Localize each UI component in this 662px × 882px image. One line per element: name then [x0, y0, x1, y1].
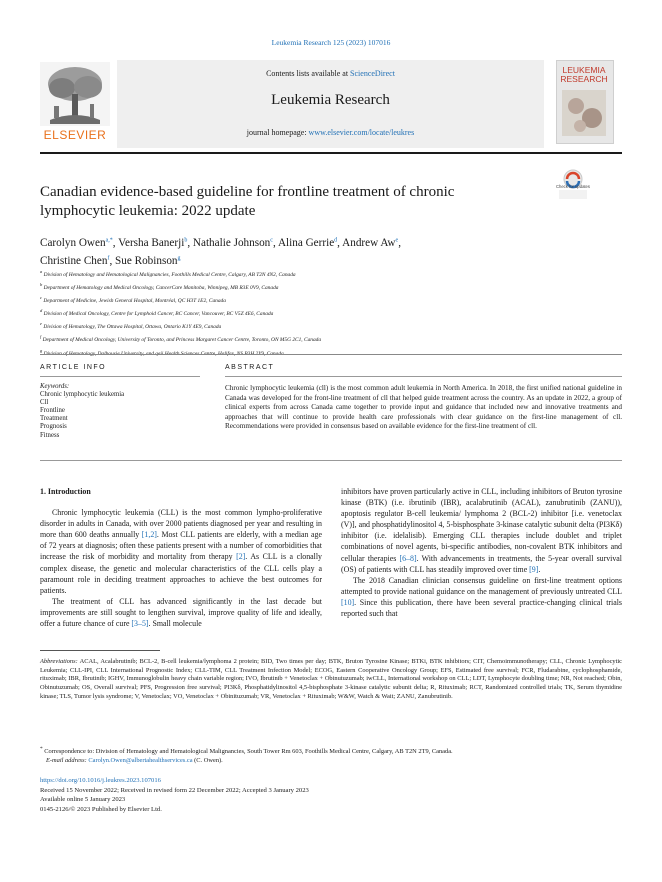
- abbreviations-footnote: [40, 658, 622, 702]
- contents-line: [117, 69, 544, 78]
- received-dates: Received 15 November 2022; Received in revised form 22 December 2022; Accepted 3 January 2023: [40, 786, 309, 794]
- sciencedirect-link[interactable]: ScienceDirect: [350, 69, 395, 78]
- keyword: Cll: [40, 399, 49, 407]
- title-line-1: Canadian evidence-based guideline for frontline treatment of chronic: [40, 184, 455, 200]
- affiliations: [40, 267, 630, 359]
- citation-link[interactable]: [1,2]: [141, 530, 157, 540]
- abstract-heading: ABSTRACT: [225, 364, 275, 371]
- affiliation: $^d$ Division of Medical Oncology, Centre for Lymphoid Cancer, BC Cancer, Vancouver, BC V5Z 4E6, Canada: [40, 308, 274, 318]
- doi-link[interactable]: https://doi.org/10.1016/j.leukres.2023.107016: [40, 777, 161, 784]
- keyword: Frontline: [40, 407, 65, 415]
- contents-prefix: Contents lists available at: [266, 69, 351, 78]
- body-right-column: [341, 486, 622, 619]
- front-matter-divider: [40, 354, 622, 355]
- body-left-column: [40, 486, 322, 629]
- available-online: Available online 5 January 2023: [40, 796, 126, 804]
- affiliation: $^c$ Department of Medicine, Jewish General Hospital, Montréal, QC H3T 1E2, Canada: [40, 295, 226, 304]
- homepage-link[interactable]: www.elsevier.com/locate/leukres: [308, 128, 415, 137]
- article-title: [40, 183, 540, 221]
- keyword: Prognosis: [40, 423, 67, 431]
- citation-link[interactable]: [10]: [341, 597, 355, 607]
- paragraph: inhibitors have proven particularly active in CLL, including inhibitors of Bruton tyrosine kinase (BTK) (i.e. ibrutinib (IBR), acalabrutinib (ACAL), zanubrutinib (ZANU)), apoptosis regulator B-cell leukemia/ lymphoma 2 (BCL-2) inhibitor [i.e. venetoclax (V)], and phosphatidylinositol 4, 5-bisphosphate 3-kinase catalytic subunit delta (PI3Kδ) inhibitor (i.e. idelalisib). Emerging CLL therapies include doublet and triplet combinations of novel agents, bi-specific antibodies, non-covalent BTK inhibitors and cellular therapies [6–8]. With advancements in treatments, the 5-year overall survival (OS) of patients with CLL has steadily improved over time [9].: [341, 487, 622, 574]
- citation-link[interactable]: [6–8]: [399, 553, 417, 563]
- keyword: Fitness: [40, 431, 60, 439]
- cover-title: LEUKEMIA RESEARCH: [560, 65, 608, 84]
- affiliation: $^a$ Division of Hematology and Hematological Malignancies, Foothills Medical Centre, Calgary, AB T2N 4N2, Canada: [40, 269, 296, 278]
- affiliation: $^e$ Division of Hematology, The Ottawa Hospital, Ottawa, Ontario K1Y 4E9, Canada: [40, 321, 222, 331]
- keywords-label: Keywords:: [40, 383, 70, 390]
- correspondence-marker: *: [40, 746, 43, 752]
- footnote-divider: [40, 650, 160, 651]
- copyright: 0145-2126/© 2023 Published by Elsevier Ltd.: [40, 805, 162, 813]
- author-list: [40, 232, 610, 269]
- citation-link[interactable]: [3–5]: [131, 619, 149, 629]
- article-info-heading: ARTICLE INFO: [40, 364, 107, 371]
- keywords-block: [40, 383, 200, 440]
- publication-info: [40, 776, 622, 814]
- correspondence-text: Correspondence to: Division of Hematology and Hematological Malignancies, South Tower Rm 603, Foothills Medical Centre, Calgary, AB T2N 2T9, Canada.: [42, 748, 453, 756]
- cover-art-image: [562, 90, 606, 136]
- email-label: E-mail address:: [46, 756, 87, 764]
- author[interactable]: Alina Gerrie$^d$,: [277, 236, 343, 249]
- article-info-rule: [40, 376, 200, 377]
- author[interactable]: Andrew Aw$^e$,: [342, 236, 401, 249]
- email-suffix: (C. Owen).: [192, 756, 223, 764]
- paragraph: The 2018 Canadian clinician consensus guideline on first-line treatment options attempted to provide national guidance on the management of previously untreated CLL [10]. Since this publication, there have been several practice-changing clinical trials reported such that: [341, 575, 622, 619]
- abstract-bottom-divider: [40, 460, 622, 461]
- affiliation: $^b$ Department of Hematology and Medical Oncology, CancerCare Manitoba, Winnipeg, MB R3E 0V9, Canada: [40, 282, 279, 291]
- author[interactable]: Sue Robinson$^g$: [115, 255, 181, 268]
- author[interactable]: Versha Banerji$^b$,: [118, 236, 193, 249]
- keyword: Chronic lymphocytic leukemia: [40, 391, 125, 399]
- author[interactable]: Nathalie Johnson$^c$,: [192, 236, 278, 249]
- title-line-2: lymphocytic leukemia: 2022 update: [40, 203, 256, 219]
- email-link[interactable]: Carolyn.Owen@albertahealthservices.ca: [88, 756, 193, 764]
- publisher-logo-text: ELSEVIER: [43, 128, 107, 142]
- paragraph: Chronic lymphocytic leukemia (CLL) is the most common lympho-proliferative disorder in adults in Canada, with over 2000 patients diagnosed per year and resulting in more than 600 deaths annually [1,2]. Most CLL patients are elderly, with a median age of 72 years at diagnosis; often these patients present with a number of comorbidities that increase the risk of morbidity and mortality from therapy [2]. As CLL is a clonally complex disease, the genetic and molecular characteristics of the CLL cells play a paramount role in deciding treatment approaches to achieve the best outcomes for patients.: [40, 508, 323, 595]
- journal-title: Leukemia Research: [271, 92, 390, 108]
- paragraph: The treatment of CLL has advanced significantly in the last decade but improvements are still sought to lengthen survival, improve quality of life and ideally, offer a future chance of cure [3–5]. Small molecule: [40, 596, 322, 629]
- header-divider: [40, 152, 622, 154]
- citation-link[interactable]: [2]: [236, 552, 246, 562]
- check-for-updates-label: Check for updates: [556, 184, 590, 189]
- correspondence-footnote: [40, 745, 622, 766]
- abstract-rule: [225, 376, 622, 377]
- abbreviations-label: Abbreviations:: [40, 658, 78, 665]
- keyword: Treatment: [40, 415, 68, 423]
- affiliation: g: [40, 347, 43, 353]
- abbreviations-text: ACAL, Acalabrutinib; BCL-2, B-cell leukemia/lymphoma 2 protein; BID, Two times per day; BTK, Bruton Tyrosine Kinase; BTKi, BTK inhibitors; CIT, Chemoimmunotherapy; CLL, Chronic Lymphocytic Leukemia; CLL-IPI, CLL International Prognostic Index; CLL-TIM, CLL Treatment Infection Model; ECOG, Eastern Cooperative Oncology Group; EFS, Estimated free survival; FCR, Fludarabine, cyclophosphamide, rituximab; IBR, Ibrutinib; IGHV, Immunoglobulin heavy chain variable region; IVO, Ibrutinib + Venetoclax + Obinutuzumab; iwCLL, International workshop on CLL; LDT, Lymphocyte doubling time; NR, Not reached; Obin, Obinutuzumab; OS, Overall survival; PFS, Progression free survival; PI3Kδ, Phosphatidylinositol 4,5-bisphosphate 3-kinase catalytic subunit delta; R, Rituximab; RCT, Randomized controlled trials; TK, Serum thymidine kinase; TLS, Tumor lysis syndrome; V, Venetoclax; VO, Venetoclax + Obinituzumab; VR, Venetoclax + Rituximab; W&W, Watch & Wait; ZANU, Zanubrutinib.: [40, 658, 622, 700]
- affiliation: $^f$ Department of Medical Oncology, University of Toronto, and Princess Margaret Cancer Centre, Toronto, ON M5G 2C1, Canada: [40, 334, 322, 344]
- homepage-prefix: journal homepage:: [246, 128, 309, 137]
- journal-homepage-line: [117, 128, 544, 137]
- journal-reference[interactable]: Leukemia Research 125 (2023) 107016: [271, 38, 391, 47]
- author[interactable]: Carolyn Owen$^{a,*}$,: [40, 236, 119, 249]
- abstract-text: Chronic lymphocytic leukemia (cll) is the most common adult leukemia in North America. In 2018, the first unified national guideline in Canada was developed for the front-line treatment of cll that helped guide treatment across the country. As an update in 2022, a group of clinical experts from across Canada came together to provide input and guidance that included new and innovative treatments and approaches that will continue to provide health care professionals with clear guidance on the first-line management of cll. Recommendations were provided in consensus based on available evidence for the first-line treatment of cll.: [225, 384, 622, 431]
- citation-link[interactable]: [9]: [529, 564, 539, 574]
- section-heading: 1. Introduction: [40, 487, 91, 496]
- author[interactable]: Christine Chen$^f$,: [40, 255, 116, 268]
